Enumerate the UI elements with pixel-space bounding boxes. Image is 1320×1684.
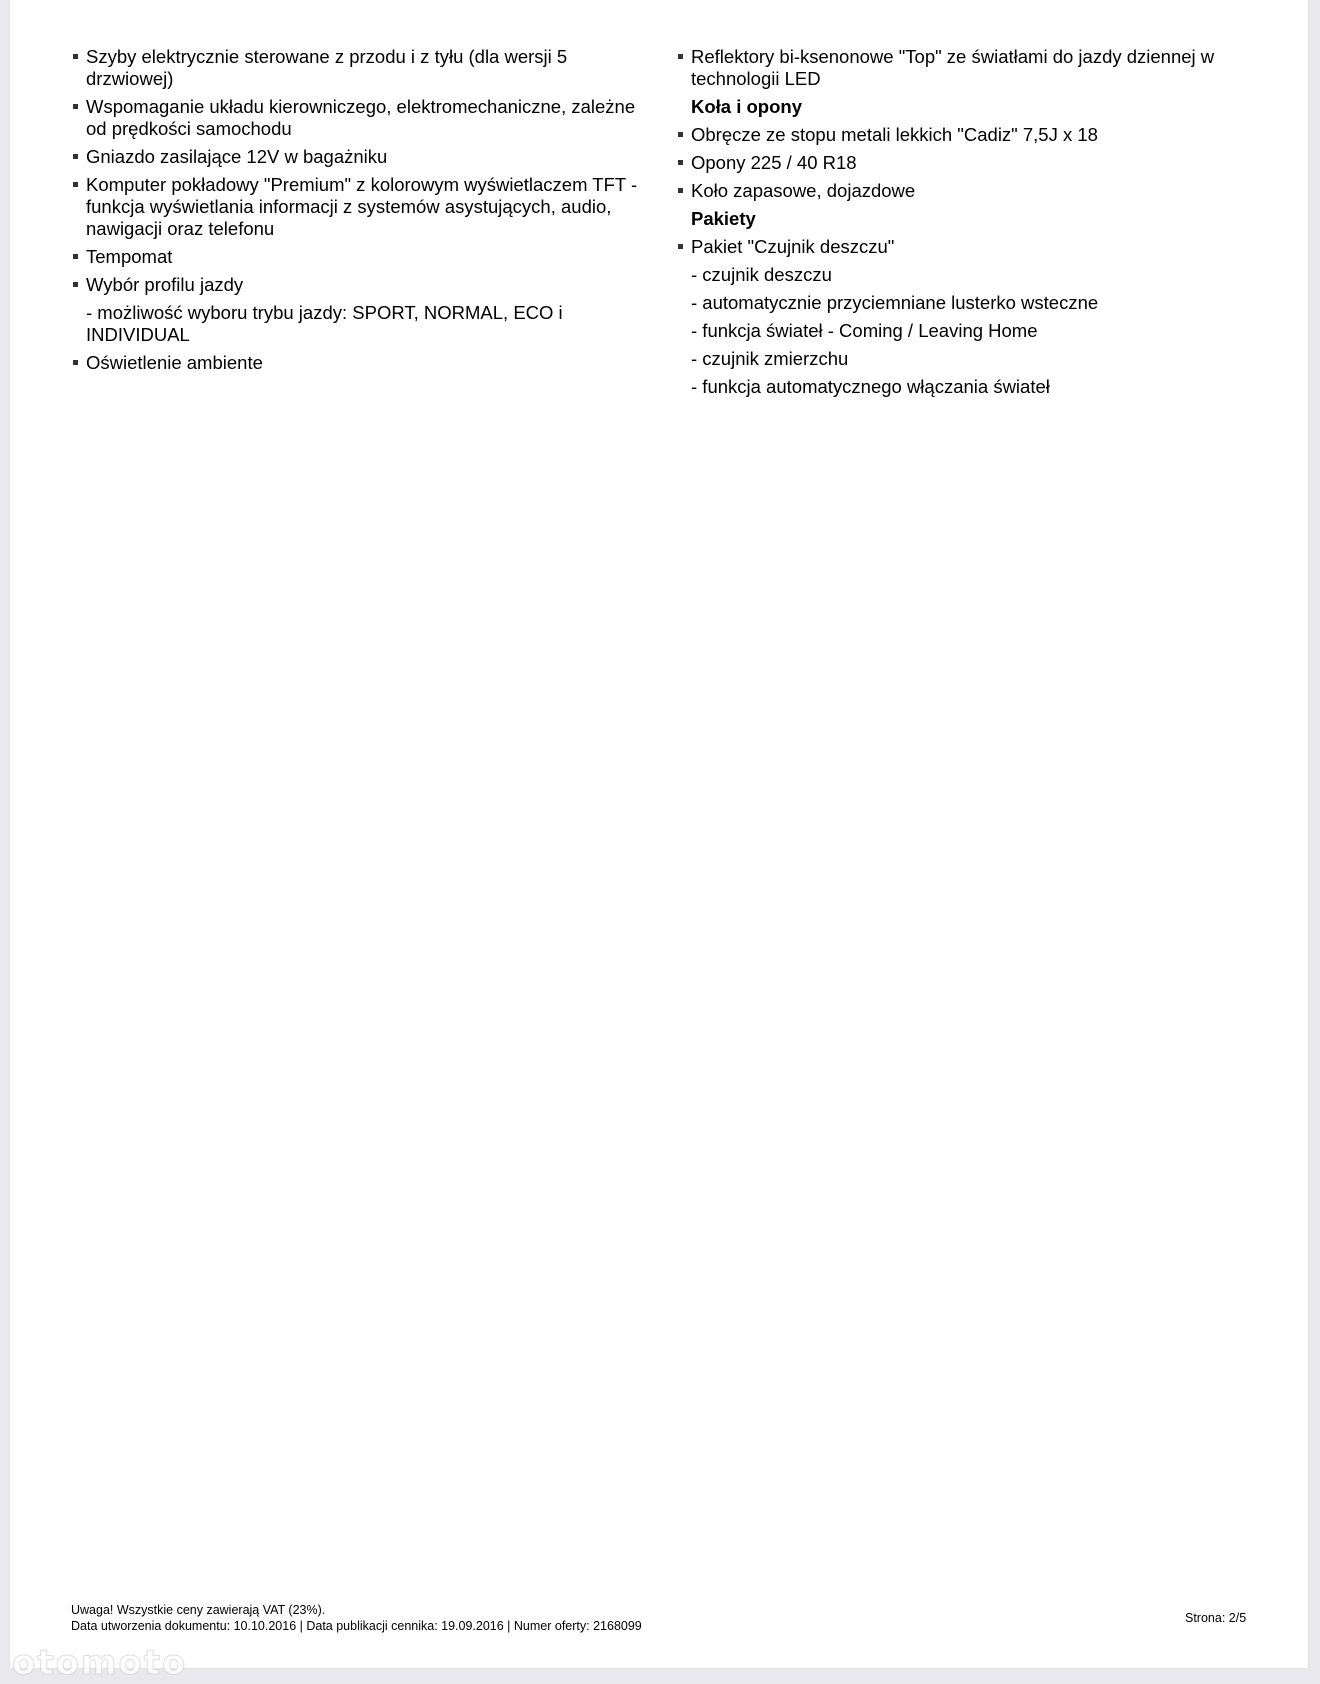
right-column — [677, 46, 1247, 404]
bullet-icon — [678, 132, 683, 137]
list-item-text: Pakiet "Czujnik deszczu" — [691, 236, 895, 257]
sub-item: - funkcja automatycznego włączania świateł — [691, 376, 1050, 397]
footer-notes — [71, 1602, 642, 1634]
sub-item: - funkcja świateł - Coming / Leaving Home — [691, 320, 1038, 341]
list-item-text: Wspomaganie układu kierowniczego, elektromechaniczne, zależne od prędkości samochodu — [86, 96, 636, 139]
list-item-text: Opony 225 / 40 R18 — [691, 152, 857, 173]
section-heading-packages: Pakiety — [691, 208, 756, 229]
list-item — [72, 352, 652, 374]
bullet-icon — [73, 182, 78, 187]
section-heading-wheels: Koła i opony — [691, 96, 802, 117]
list-item — [72, 146, 652, 168]
sub-item: - automatycznie przyciemniane lusterko wsteczne — [691, 292, 1099, 313]
list-item — [72, 246, 652, 268]
bullet-icon — [678, 54, 683, 59]
list-item-text: Oświetlenie ambiente — [86, 352, 263, 373]
list-item — [72, 96, 652, 140]
bullet-icon — [73, 254, 78, 259]
bullet-icon — [678, 244, 683, 249]
list-item — [72, 274, 652, 296]
list-item-text: Koło zapasowe, dojazdowe — [691, 180, 916, 201]
bullet-icon — [678, 188, 683, 193]
list-item — [677, 236, 1247, 258]
sub-item: - możliwość wyboru trybu jazdy: SPORT, NORMAL, ECO i INDIVIDUAL — [86, 302, 563, 345]
list-item — [677, 152, 1247, 174]
list-item-text: Reflektory bi-ksenonowe "Top" ze światłami do jazdy dziennej w technologii LED — [691, 46, 1215, 89]
list-item — [677, 180, 1247, 202]
page-number: Strona: 2/5 — [1185, 1611, 1247, 1625]
bullet-icon — [73, 104, 78, 109]
list-item-text: Szyby elektrycznie sterowane z przodu i z tyłu (dla wersji 5 drzwiowej) — [86, 46, 568, 89]
bullet-icon — [73, 360, 78, 365]
footer-dates-line: Data utworzenia dokumentu: 10.10.2016 | Data publikacji cennika: 19.09.2016 | Numer oferty: 2168099 — [71, 1619, 642, 1633]
bullet-icon — [73, 154, 78, 159]
list-item-text: Tempomat — [86, 246, 173, 267]
list-item — [677, 46, 1247, 90]
sub-item: - czujnik zmierzchu — [691, 348, 849, 369]
list-item — [72, 174, 652, 240]
list-item — [72, 46, 652, 90]
list-item-text: Gniazdo zasilające 12V w bagażniku — [86, 146, 388, 167]
list-item-text: Komputer pokładowy "Premium" z kolorowym wyświetlaczem TFT - funkcja wyświetlania informacji z systemów asystujących, audio, nawigacji oraz telefonu — [86, 174, 638, 239]
bullet-icon — [678, 160, 683, 165]
bullet-icon — [73, 282, 78, 287]
list-item-text: Obręcze ze stopu metali lekkich "Cadiz" 7,5J x 18 — [691, 124, 1098, 145]
list-item-text: Wybór profilu jazdy — [86, 274, 244, 295]
footer-vat-note: Uwaga! Wszystkie ceny zawierają VAT (23%). — [71, 1603, 326, 1617]
sub-item: - czujnik deszczu — [691, 264, 832, 285]
list-item — [677, 124, 1247, 146]
left-column — [72, 46, 652, 380]
watermark-logo: otomoto — [12, 1643, 188, 1683]
bullet-icon — [73, 54, 78, 59]
document-page — [10, 0, 1308, 1668]
